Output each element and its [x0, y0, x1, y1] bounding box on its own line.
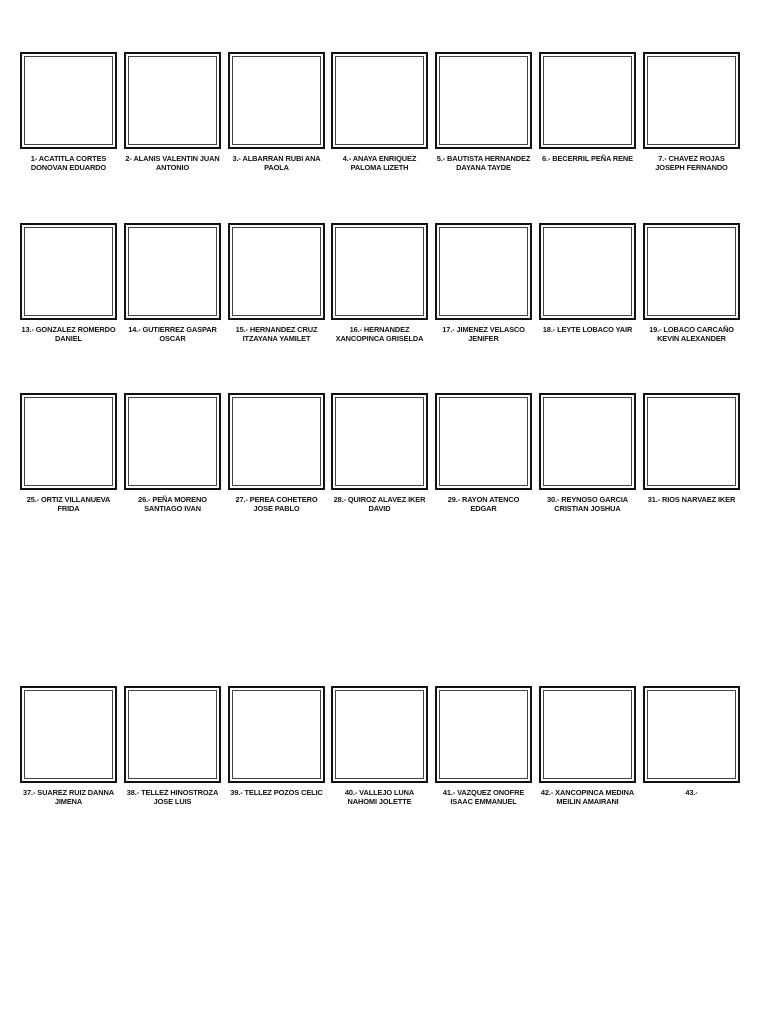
student-card — [124, 223, 221, 343]
photo-frame — [539, 52, 636, 149]
student-name: 18.- LEYTE LOBACO YAIR — [542, 325, 633, 334]
photo-frame — [643, 393, 740, 490]
photo-frame — [643, 223, 740, 320]
student-name: 13.- GONZALEZ ROMERDO DANIEL — [21, 325, 116, 343]
photo-frame — [435, 52, 532, 149]
student-card — [643, 393, 740, 505]
student-card — [539, 52, 636, 164]
photo-frame — [331, 223, 428, 320]
student-name: 27.- PEREA COHETERO JOSE PABLO — [235, 495, 318, 513]
photo-frame — [124, 686, 221, 783]
student-row-1 — [20, 52, 740, 187]
student-card — [435, 223, 532, 343]
photo-frame — [20, 686, 117, 783]
student-name: 40.- VALLEJO LUNA NAHOMI JOLETTE — [344, 788, 415, 806]
student-name: 14.- GUTIERREZ GASPAR OSCAR — [128, 325, 217, 343]
photo-frame — [331, 52, 428, 149]
student-card — [435, 393, 532, 513]
student-card — [539, 223, 636, 335]
photo-frame — [539, 393, 636, 490]
student-card — [331, 223, 428, 343]
photo-frame — [539, 223, 636, 320]
student-card — [228, 393, 325, 513]
student-name: 30.- REYNOSO GARCIA CRISTIAN JOSHUA — [546, 495, 629, 513]
student-name: 4.- ANAYA ENRIQUEZ PALOMA LIZETH — [342, 154, 417, 172]
student-card — [435, 52, 532, 172]
photo-frame — [331, 686, 428, 783]
photo-frame — [228, 52, 325, 149]
student-card — [539, 393, 636, 513]
student-name: 39.- TELLEZ POZOS CELIC — [230, 788, 323, 797]
photo-frame — [435, 223, 532, 320]
student-name: 5.- BAUTISTA HERNANDEZ DAYANA TAYDE — [436, 154, 531, 172]
student-name: 6.- BECERRIL PEÑA RENE — [541, 154, 634, 163]
student-name: 2- ALANIS VALENTIN JUAN ANTONIO — [125, 154, 220, 172]
student-name: 19.- LOBACO CARCAÑO KEVIN ALEXANDER — [649, 325, 734, 343]
student-name: 29.- RAYON ATENCO EDGAR — [447, 495, 520, 513]
student-name: 3.- ALBARRAN RUBI ANA PAOLA — [232, 154, 321, 172]
student-card — [331, 393, 428, 513]
student-row-2 — [20, 223, 740, 358]
photo-frame — [435, 686, 532, 783]
student-name: 7.- CHAVEZ ROJAS JOSEPH FERNANDO — [655, 154, 728, 172]
photo-frame — [435, 393, 532, 490]
student-name: 38.- TELLEZ HINOSTROZA JOSE LUIS — [126, 788, 219, 806]
student-card — [539, 686, 636, 806]
student-card — [124, 52, 221, 172]
student-card — [435, 686, 532, 806]
student-card — [124, 686, 221, 806]
photo-frame — [539, 686, 636, 783]
student-name: 37.- SUAREZ RUIZ DANNA JIMENA — [22, 788, 114, 806]
student-card — [20, 686, 117, 806]
student-name: 17.- JIMENEZ VELASCO JENIFER — [442, 325, 525, 343]
photo-frame — [124, 223, 221, 320]
photo-frame — [643, 52, 740, 149]
student-row-3 — [20, 393, 740, 528]
student-name: 31.- RIOS NARVAEZ IKER — [647, 495, 736, 504]
photo-frame — [20, 393, 117, 490]
student-card — [228, 223, 325, 343]
student-name: 15.- HERNANDEZ CRUZ ITZAYANA YAMILET — [235, 325, 318, 343]
student-name: 16.- HERNANDEZ XANCOPINCA GRISELDA — [335, 325, 424, 343]
photo-frame — [228, 393, 325, 490]
student-name: 42.- XANCOPINCA MEDINA MEILIN AMAIRANI — [540, 788, 635, 806]
student-name: 1- ACATITLA CORTES DONOVAN EDUARDO — [30, 154, 107, 172]
student-name: 43.- — [685, 788, 698, 797]
student-name: 26.- PEÑA MORENO SANTIAGO IVAN — [138, 495, 207, 513]
photo-frame — [331, 393, 428, 490]
photo-frame — [20, 223, 117, 320]
student-card — [124, 393, 221, 513]
student-name: 25.- ORTIZ VILLANUEVA FRIDA — [26, 495, 111, 513]
student-name: 28.- QUIROZ ALAVEZ IKER DAVID — [333, 495, 426, 513]
student-card — [331, 52, 428, 172]
photo-frame — [643, 686, 740, 783]
student-card — [643, 52, 740, 172]
student-card — [643, 686, 740, 798]
student-card — [20, 223, 117, 343]
student-card — [228, 52, 325, 172]
student-card — [228, 686, 325, 798]
student-card — [643, 223, 740, 343]
student-card — [20, 52, 117, 172]
student-name: 41.- VAZQUEZ ONOFRE ISAAC EMMANUEL — [442, 788, 525, 806]
photo-frame — [228, 223, 325, 320]
photo-frame — [20, 52, 117, 149]
photo-frame — [124, 52, 221, 149]
photo-frame — [124, 393, 221, 490]
photo-frame — [228, 686, 325, 783]
student-card — [331, 686, 428, 806]
student-row-4 — [20, 686, 740, 821]
student-card — [20, 393, 117, 513]
